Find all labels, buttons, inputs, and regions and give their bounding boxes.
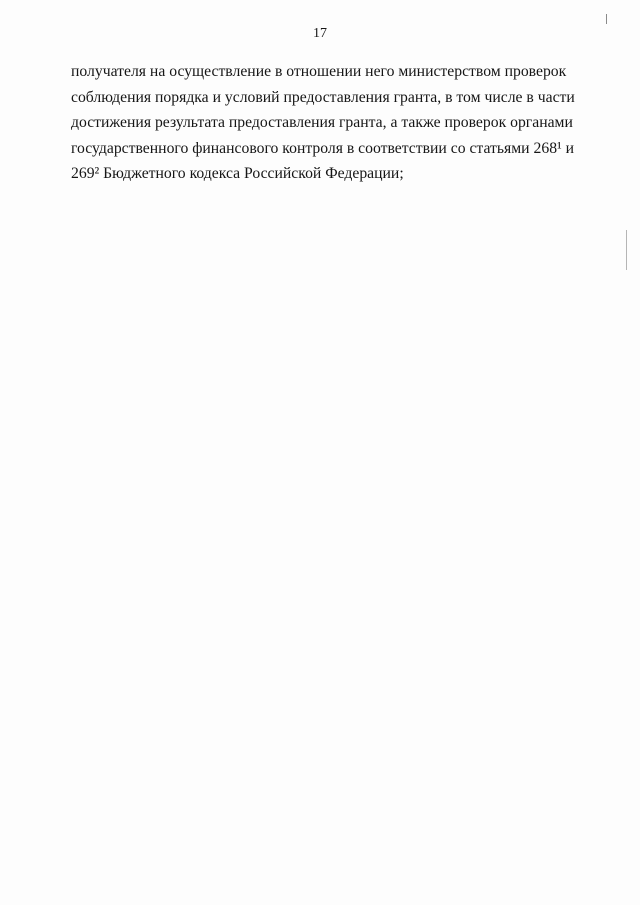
scan-mark-top-right xyxy=(606,14,607,24)
page-number: 17 xyxy=(313,26,327,41)
document-body xyxy=(71,59,575,187)
text-line: соблюдения порядка и условий предоставления гранта, в том числе в части xyxy=(71,88,575,106)
paragraph xyxy=(71,59,575,187)
text-line: государственного финансового контроля в соответствии со статьями 268¹ и xyxy=(71,139,575,157)
scan-mark-right-edge xyxy=(626,230,627,270)
text-line: достижения результата предоставления гранта, а также проверок органами xyxy=(71,114,573,131)
text-line: получателя на осуществление в отношении него министерством проверок xyxy=(71,63,567,80)
text-line: 269² Бюджетного кодекса Российской Федерации; xyxy=(71,165,404,182)
